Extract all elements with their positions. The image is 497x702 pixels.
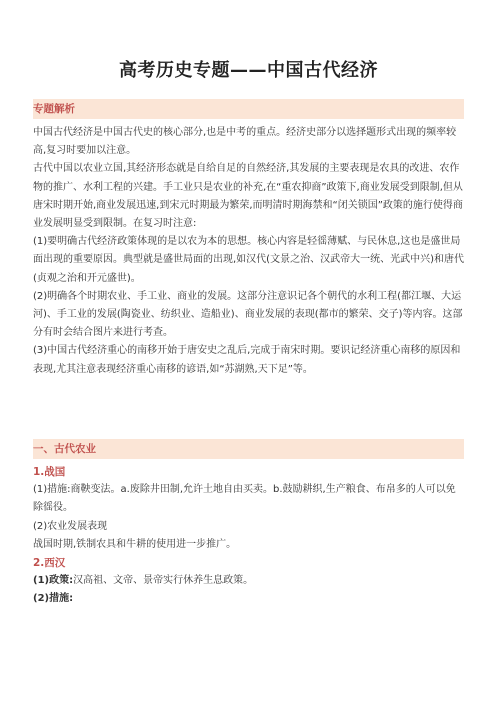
subheading-warring-states: 1.战国	[33, 466, 66, 478]
policy-label: (1)政策:	[33, 575, 74, 587]
paragraph: (2)农业发展表现	[33, 520, 108, 532]
paragraph	[33, 572, 464, 590]
paragraph: (2)明确各个时期农业、手工业、商业的发展。这部分注意识记各个朝代的水利工程(都江堰、大运河)、手工业的发展(陶瓷业、纺织业、造船业)、商业发展的表现(都市的繁荣、交子)等内容。这部分有时会结合图片来进行考查。	[33, 290, 463, 339]
paragraph: 中国古代经济是中国古代史的核心部分,也是中考的重点。经济史部分以选择题形式出现的频率较高,复习时要加以注意。	[33, 127, 457, 157]
policy-text: 汉高祖、文帝、景帝实行休养生息政策。	[73, 575, 254, 587]
section-header-agriculture: 一、古代农业	[33, 439, 464, 459]
paragraph: (1)措施:商鞅变法。a.废除井田制,允许土地自由买卖。b.鼓励耕织,生产粮食、布帛多的人可以免除徭役。	[33, 484, 456, 514]
analysis-body	[33, 124, 464, 379]
page-title: 高考历史专题——中国古代经济	[119, 60, 378, 81]
subheading-western-han: 2.西汉	[33, 557, 66, 570]
measures-label: (2)措施:	[33, 593, 74, 605]
paragraph: 古代中国以农业立国,其经济形态就是自给自足的自然经济,其发展的主要表现是农具的改进、农作物的推广、水利工程的兴建。手工业只是农业的补充,在“重农抑商”政策下,商业发展受到限制,但从唐宋时期开始,商业发展迅速,到宋元时期最为繁荣,而明清时期海禁和“闭关锁国”政策的施行使得商业发展明显受到限制。在复习时注意:	[33, 163, 463, 230]
paragraph: 战国时期,铁制农具和牛耕的使用进一步推广。	[33, 538, 237, 550]
agriculture-body	[33, 463, 464, 609]
section-header-analysis: 专题解析	[33, 99, 464, 119]
paragraph: (1)要明确古代经济政策体现的是以农为本的思想。核心内容是轻徭薄赋、与民休息,这也是盛世局面出现的重要原因。典型就是盛世局面的出现,如汉代(文景之治、汉武帝大一统、光武中兴)和唐代(贞观之治和开元盛世)。	[33, 236, 464, 284]
paragraph: (3)中国古代经济重心的南移开始于唐安史之乱后,完成于南宋时期。要识记经济重心南移的原因和表现,尤其注意表现经济重心南移的谚语,如“苏湖熟,天下足”等。	[33, 345, 461, 375]
